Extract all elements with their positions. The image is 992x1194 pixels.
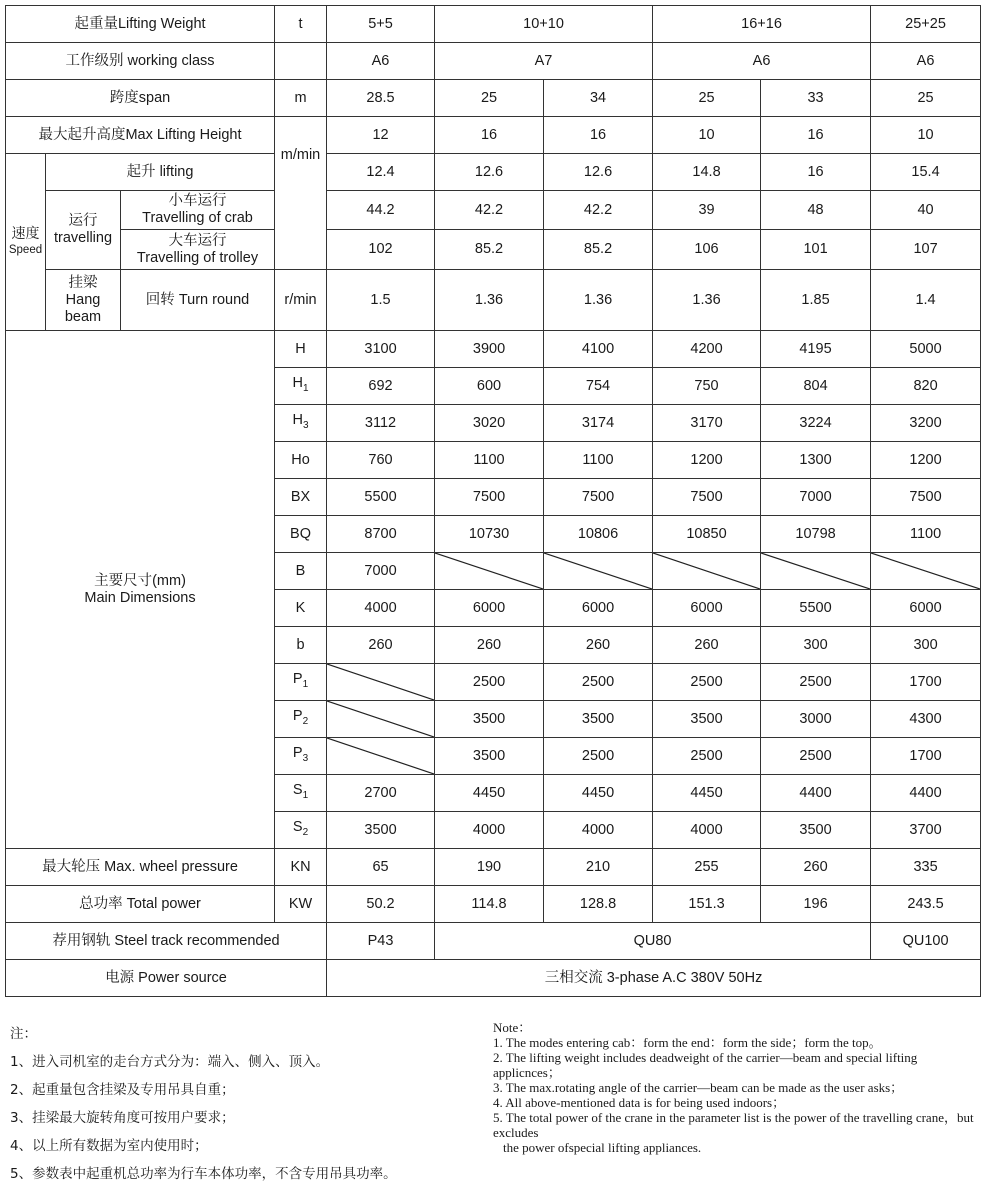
- label-working-class: 工作级别 working class: [6, 43, 275, 80]
- dimension-symbol: [275, 368, 327, 405]
- value-cell: 16: [761, 117, 871, 154]
- crab-en: Travelling of crab: [142, 210, 253, 226]
- value-cell: 4000: [327, 590, 435, 627]
- main-dimensions-en: Main Dimensions: [84, 589, 196, 606]
- value-cell: 101: [761, 230, 871, 270]
- unit-cell: [275, 43, 327, 80]
- value-cell: 33: [761, 80, 871, 117]
- label-total-power: 总功率 Total power: [6, 886, 275, 923]
- row-turn-round: [6, 270, 981, 331]
- value-cell: 65: [327, 849, 435, 886]
- not-applicable-cell: [435, 553, 544, 590]
- dimension-symbol: [275, 627, 327, 664]
- value-cell: 6000: [653, 590, 761, 627]
- value-cell: 10: [871, 117, 981, 154]
- label-lifting-weight: 起重量Lifting Weight: [6, 6, 275, 43]
- unit-cell: KN: [275, 849, 327, 886]
- value-cell: 4200: [653, 331, 761, 368]
- value-cell: 14.8: [653, 154, 761, 191]
- value-cell: A6: [653, 43, 871, 80]
- travelling-en: travelling: [53, 230, 113, 246]
- value-cell: 5500: [327, 479, 435, 516]
- value-cell: 3500: [435, 701, 544, 738]
- main-dimensions-body: [6, 331, 981, 849]
- notes-english: [493, 1020, 985, 1155]
- value-cell: 260: [761, 849, 871, 886]
- value-cell: 5+5: [327, 6, 435, 43]
- unit-m-min: m/min: [275, 117, 327, 270]
- label-span: 跨度span: [6, 80, 275, 117]
- value-cell: 25: [435, 80, 544, 117]
- dimension-symbol: [275, 738, 327, 775]
- value-cell: 4450: [653, 775, 761, 812]
- value-cell: QU100: [871, 923, 981, 960]
- dimension-symbol-main: B: [295, 562, 306, 579]
- note-cn-item: 3、挂梁最大旋转角度可按用户要求；: [10, 1110, 235, 1126]
- value-cell: 600: [435, 368, 544, 405]
- value-cell: 102: [327, 230, 435, 270]
- value-cell: 25: [871, 80, 981, 117]
- dimension-symbol-main: H: [292, 375, 303, 392]
- dimension-symbol: [275, 479, 327, 516]
- note-en-item: 1. The modes entering cab：form the end：form the side；form the top。: [493, 1035, 882, 1050]
- note-en-item: 2. The lifting weight includes deadweight of the carrier—beam and special lifting applicnces；: [493, 1050, 918, 1080]
- value-cell: 335: [871, 849, 981, 886]
- value-cell: 7500: [871, 479, 981, 516]
- note-cn-item: 4、以上所有数据为室内使用时；: [10, 1138, 208, 1154]
- dimension-symbol-main: b: [296, 636, 305, 653]
- value-cell: 6000: [544, 590, 653, 627]
- row-power-source: [6, 960, 981, 997]
- dimension-symbol: [275, 442, 327, 479]
- value-cell: 1.36: [653, 270, 761, 331]
- label-max-lifting-height: 最大起升高度Max Lifting Height: [6, 117, 275, 154]
- not-applicable-cell: [327, 738, 435, 775]
- row-speed-trolley: [6, 230, 981, 270]
- value-cell: 2700: [327, 775, 435, 812]
- note-cn-item: 2、起重量包含挂梁及专用吊具自重；: [10, 1082, 235, 1098]
- value-cell: 12.6: [544, 154, 653, 191]
- main-dimensions-cn: 主要尺寸(mm): [94, 572, 186, 589]
- diagonal-slash-icon: [435, 553, 543, 589]
- not-applicable-cell: [327, 701, 435, 738]
- value-cell: 4000: [653, 812, 761, 849]
- value-cell: 2500: [761, 738, 871, 775]
- label-crab: [121, 191, 275, 230]
- not-applicable-cell: [544, 553, 653, 590]
- row-speed-crab: [6, 191, 981, 230]
- value-cell: 10730: [435, 516, 544, 553]
- row-speed-lifting: [6, 154, 981, 191]
- hang-beam-en-2: beam: [64, 308, 102, 325]
- dimension-symbol-sub: 2: [302, 715, 309, 727]
- row-span: [6, 80, 981, 117]
- trolley-en: Travelling of trolley: [136, 249, 259, 266]
- note-en-item: 5. The total power of the crane in the parameter list is the power of the travelling crane，but excludes: [493, 1110, 974, 1140]
- value-cell: 15.4: [871, 154, 981, 191]
- dimension-symbol-sub: 1: [302, 789, 309, 801]
- diagonal-slash-icon: [327, 701, 434, 737]
- value-cell: 3170: [653, 405, 761, 442]
- dimension-symbol: [275, 516, 327, 553]
- value-cell: 106: [653, 230, 761, 270]
- value-cell: 1100: [871, 516, 981, 553]
- value-cell: A6: [327, 43, 435, 80]
- value-cell: 25+25: [871, 6, 981, 43]
- value-cell: 750: [653, 368, 761, 405]
- speed-en: Speed: [8, 244, 43, 256]
- value-cell: 3500: [327, 812, 435, 849]
- value-cell: 3500: [761, 812, 871, 849]
- unit-cell: t: [275, 6, 327, 43]
- dimension-symbol-main: Ho: [291, 451, 310, 468]
- crab-cn: 小车运行: [168, 193, 227, 209]
- value-cell: 44.2: [327, 191, 435, 230]
- value-cell: 260: [435, 627, 544, 664]
- value-cell: 760: [327, 442, 435, 479]
- value-cell: 10+10: [435, 6, 653, 43]
- value-cell: 820: [871, 368, 981, 405]
- value-cell: 300: [871, 627, 981, 664]
- note-en-item: 3. The max.rotating angle of the carrier—beam can be made as the user asks；: [493, 1080, 904, 1095]
- value-cell: 1.5: [327, 270, 435, 331]
- dimension-symbol: [275, 701, 327, 738]
- value-cell: 48: [761, 191, 871, 230]
- value-cell: 16+16: [653, 6, 871, 43]
- value-cell: 6000: [435, 590, 544, 627]
- diagonal-slash-icon: [871, 553, 980, 589]
- value-cell: P43: [327, 923, 435, 960]
- value-cell: 2500: [761, 664, 871, 701]
- notes-chinese: [10, 1020, 480, 1188]
- diagonal-slash-icon: [544, 553, 652, 589]
- diagonal-slash-icon: [761, 553, 870, 589]
- value-cell: 4100: [544, 331, 653, 368]
- value-cell: 42.2: [544, 191, 653, 230]
- diagonal-slash-icon: [653, 553, 760, 589]
- value-cell: 1700: [871, 664, 981, 701]
- value-cell: 3112: [327, 405, 435, 442]
- value-cell: 7500: [435, 479, 544, 516]
- value-cell: 8700: [327, 516, 435, 553]
- not-applicable-cell: [653, 553, 761, 590]
- row-lifting-weight: [6, 6, 981, 43]
- value-cell: 5500: [761, 590, 871, 627]
- value-cell: 1700: [871, 738, 981, 775]
- value-cell: 3174: [544, 405, 653, 442]
- value-cell: 128.8: [544, 886, 653, 923]
- value-cell: 190: [435, 849, 544, 886]
- value-cell: 2500: [653, 664, 761, 701]
- dimension-symbol-main: P: [292, 671, 303, 688]
- row-total-power: [6, 886, 981, 923]
- value-cell: 16: [435, 117, 544, 154]
- value-cell: 1200: [871, 442, 981, 479]
- value-cell: 16: [544, 117, 653, 154]
- value-cell: 1100: [544, 442, 653, 479]
- dimension-symbol-main: H: [295, 340, 306, 357]
- value-cell: 1.36: [435, 270, 544, 331]
- value-cell: 260: [544, 627, 653, 664]
- value-cell: 4000: [544, 812, 653, 849]
- value-cell: 5000: [871, 331, 981, 368]
- dimension-symbol-sub: 3: [302, 419, 309, 431]
- dimension-symbol: [275, 331, 327, 368]
- value-cell: 34: [544, 80, 653, 117]
- dimension-symbol: [275, 812, 327, 849]
- value-cell: 50.2: [327, 886, 435, 923]
- not-applicable-cell: [327, 664, 435, 701]
- value-cell: 151.3: [653, 886, 761, 923]
- value-cell: 4195: [761, 331, 871, 368]
- not-applicable-cell: [761, 553, 871, 590]
- value-cell: 6000: [871, 590, 981, 627]
- row-dimension: [6, 331, 981, 368]
- value-cell: 1.85: [761, 270, 871, 331]
- value-cell: 804: [761, 368, 871, 405]
- value-cell: 10850: [653, 516, 761, 553]
- value-cell: 12.4: [327, 154, 435, 191]
- value-cell: 7000: [761, 479, 871, 516]
- value-cell: 4300: [871, 701, 981, 738]
- label-main-dimensions: [6, 331, 275, 849]
- dimension-symbol: [275, 405, 327, 442]
- value-cell: 7500: [544, 479, 653, 516]
- dimension-symbol-main: S: [292, 819, 303, 836]
- value-cell: 1.4: [871, 270, 981, 331]
- value-cell: 114.8: [435, 886, 544, 923]
- value-cell: 4450: [435, 775, 544, 812]
- label-turn-round: 回转 Turn round: [121, 270, 275, 331]
- value-power-source: 三相交流 3-phase A.C 380V 50Hz: [327, 960, 981, 997]
- value-cell: 7000: [327, 553, 435, 590]
- dimension-symbol-main: BQ: [290, 525, 311, 542]
- label-speed: [6, 154, 46, 331]
- dimension-symbol-main: BX: [290, 488, 311, 505]
- value-cell: 255: [653, 849, 761, 886]
- value-cell: 3900: [435, 331, 544, 368]
- diagonal-slash-icon: [327, 738, 434, 774]
- travelling-cn: 运行: [68, 213, 98, 229]
- value-cell: 4400: [761, 775, 871, 812]
- row-max-lifting-height: [6, 117, 981, 154]
- dimension-symbol-main: P: [292, 708, 303, 725]
- value-cell: 7500: [653, 479, 761, 516]
- value-cell: 12.6: [435, 154, 544, 191]
- value-cell: 2500: [544, 664, 653, 701]
- value-cell: 1.36: [544, 270, 653, 331]
- unit-cell: KW: [275, 886, 327, 923]
- crane-spec-table: [5, 5, 981, 997]
- value-cell: 39: [653, 191, 761, 230]
- label-power-source: 电源 Power source: [6, 960, 327, 997]
- notes-en-title: Note：: [493, 1020, 532, 1035]
- note-en-item: the power ofspecial lifting appliances.: [503, 1140, 702, 1155]
- value-cell: 300: [761, 627, 871, 664]
- notes-cn-title: 注：: [10, 1026, 37, 1042]
- value-cell: 1100: [435, 442, 544, 479]
- note-cn-item: 1、进入司机室的走台方式分为：端入、侧入、顶入。: [10, 1054, 330, 1070]
- note-cn-item: 5、参数表中起重机总功率为行车本体功率，不含专用吊具功率。: [10, 1166, 397, 1182]
- value-cell: 2500: [653, 738, 761, 775]
- dimension-symbol-sub: 1: [302, 382, 309, 394]
- value-cell: 1300: [761, 442, 871, 479]
- dimension-symbol-sub: 3: [302, 752, 309, 764]
- value-cell: 3700: [871, 812, 981, 849]
- label-lifting: 起升 lifting: [46, 154, 275, 191]
- value-cell: 260: [653, 627, 761, 664]
- dimension-symbol-main: S: [292, 782, 303, 799]
- label-travelling: [46, 191, 121, 270]
- value-cell: 754: [544, 368, 653, 405]
- dimension-symbol-sub: 2: [302, 826, 309, 838]
- value-cell: 10798: [761, 516, 871, 553]
- value-cell: 3224: [761, 405, 871, 442]
- value-cell: 3200: [871, 405, 981, 442]
- value-cell: 10806: [544, 516, 653, 553]
- value-cell: 28.5: [327, 80, 435, 117]
- value-cell: 4450: [544, 775, 653, 812]
- label-hang-beam: [46, 270, 121, 331]
- value-cell: 3020: [435, 405, 544, 442]
- trolley-cn: 大车运行: [168, 232, 227, 249]
- value-cell: QU80: [435, 923, 871, 960]
- dimension-symbol: [275, 775, 327, 812]
- label-trolley: [121, 230, 275, 270]
- value-cell: 40: [871, 191, 981, 230]
- value-cell: 3500: [544, 701, 653, 738]
- label-max-wheel-pressure: 最大轮压 Max. wheel pressure: [6, 849, 275, 886]
- value-cell: 3100: [327, 331, 435, 368]
- value-cell: 3500: [653, 701, 761, 738]
- dimension-symbol-main: P: [292, 745, 303, 762]
- note-en-item: 4. All above-mentioned data is for being used indoors；: [493, 1095, 786, 1110]
- dimension-symbol: [275, 664, 327, 701]
- dimension-symbol: [275, 553, 327, 590]
- hang-beam-en-1: Hang: [65, 291, 101, 308]
- value-cell: A7: [435, 43, 653, 80]
- value-cell: 10: [653, 117, 761, 154]
- value-cell: 85.2: [435, 230, 544, 270]
- value-cell: 3000: [761, 701, 871, 738]
- value-cell: 12: [327, 117, 435, 154]
- dimension-symbol: [275, 590, 327, 627]
- dimension-symbol-main: H: [292, 412, 303, 429]
- value-cell: 210: [544, 849, 653, 886]
- value-cell: 692: [327, 368, 435, 405]
- row-max-wheel-pressure: [6, 849, 981, 886]
- value-cell: 2500: [544, 738, 653, 775]
- value-cell: 243.5: [871, 886, 981, 923]
- value-cell: 85.2: [544, 230, 653, 270]
- hang-beam-cn: 挂梁: [68, 274, 98, 291]
- value-cell: A6: [871, 43, 981, 80]
- value-cell: 2500: [435, 664, 544, 701]
- value-cell: 107: [871, 230, 981, 270]
- value-cell: 260: [327, 627, 435, 664]
- diagonal-slash-icon: [327, 664, 434, 700]
- value-cell: 1200: [653, 442, 761, 479]
- value-cell: 4400: [871, 775, 981, 812]
- speed-cn: 速度: [11, 225, 40, 241]
- value-cell: 16: [761, 154, 871, 191]
- label-steel-track: 荐用钢轨 Steel track recommended: [6, 923, 327, 960]
- not-applicable-cell: [871, 553, 981, 590]
- value-cell: 3500: [435, 738, 544, 775]
- value-cell: 42.2: [435, 191, 544, 230]
- row-working-class: [6, 43, 981, 80]
- dimension-symbol-main: K: [295, 599, 306, 616]
- row-steel-track: [6, 923, 981, 960]
- value-cell: 25: [653, 80, 761, 117]
- unit-cell: m: [275, 80, 327, 117]
- unit-cell: r/min: [275, 270, 327, 331]
- dimension-symbol-sub: 1: [302, 678, 309, 690]
- value-cell: 4000: [435, 812, 544, 849]
- value-cell: 196: [761, 886, 871, 923]
